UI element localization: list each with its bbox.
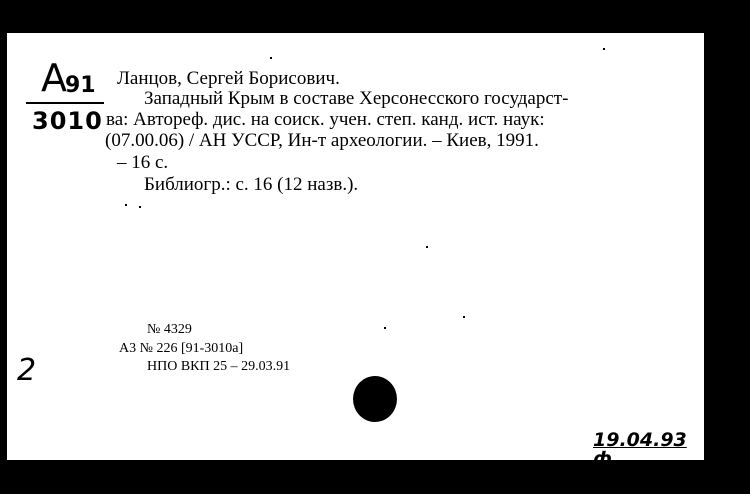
- pagination-line: – 16 с.: [117, 152, 169, 173]
- speck: [426, 246, 428, 248]
- title-line-2: ва: Автореф. дис. на соиск. учен. степ. канд. ист. наук:: [106, 109, 545, 130]
- punch-hole: [353, 376, 397, 422]
- title-line-3: (07.00.06) / АН УССР, Ин-т археологии. – Киев, 1991.: [105, 130, 539, 151]
- speck: [384, 327, 386, 329]
- registry-code: А3 № 226 [91-3010а]: [119, 341, 244, 356]
- registry-org-date: НПО ВКП 25 – 29.03.91: [147, 359, 291, 374]
- author-heading: Ланцов, Сергей Борисович.: [117, 68, 340, 89]
- handwritten-date: [593, 431, 704, 469]
- handwritten-mark: ф: [593, 448, 612, 470]
- handwritten-date-text: 19.04.93: [593, 429, 687, 451]
- call-number-number: 3010: [32, 107, 103, 135]
- speck: [463, 316, 465, 318]
- speck: [603, 48, 605, 50]
- title-line-1: Западный Крым в составе Херсонесского государст-: [144, 88, 569, 109]
- speck: [125, 204, 127, 206]
- bibliography-note: Библиогр.: с. 16 (12 назв.).: [144, 174, 359, 195]
- registry-number: № 4329: [147, 322, 192, 337]
- call-number-superscript: 91: [65, 73, 96, 98]
- speck: [139, 206, 141, 208]
- call-number-divider: [26, 102, 104, 104]
- handwritten-shelf-mark: 2: [17, 353, 37, 388]
- call-number-letter: А: [41, 56, 67, 100]
- speck: [270, 57, 272, 59]
- catalog-card: [7, 33, 704, 470]
